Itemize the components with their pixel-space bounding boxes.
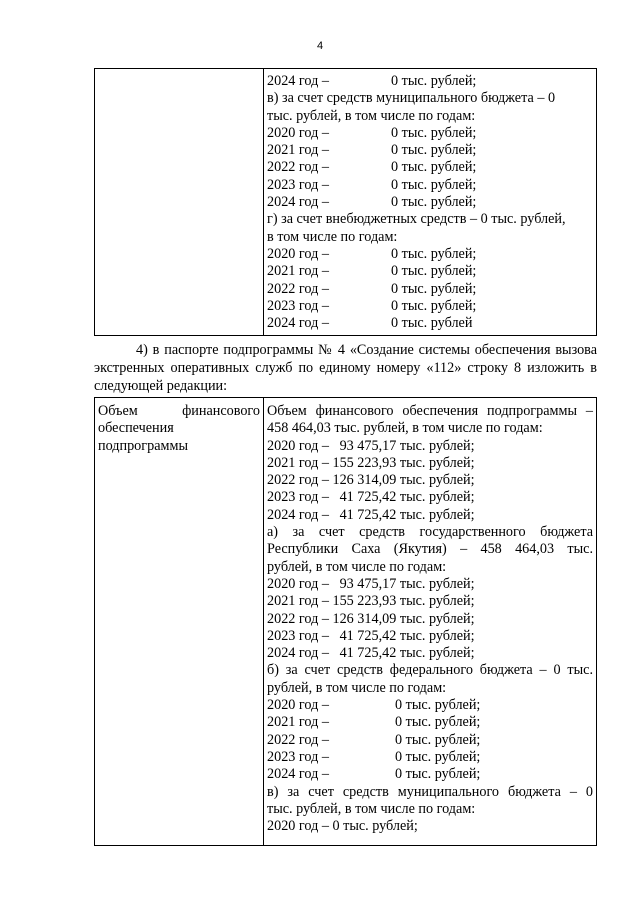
amendment-paragraph: 4) в паспорте подпрограммы № 4 «Создание системы обеспечения вызова экстренных оперативных служб по единому номеру «112» строку 8 изложить в следующей редакции: <box>94 342 597 394</box>
subprogram-passport-table <box>94 397 597 846</box>
text-line: 2021 год – 155 223,93 тыс. рублей; <box>267 593 475 610</box>
amount-value: 0 тыс. рублей; <box>395 766 481 783</box>
year-label: 2020 год – <box>267 245 329 262</box>
text-line <box>267 142 593 159</box>
text-line: 2020 год – 93 475,17 тыс. рублей; <box>267 437 475 454</box>
continuation-table <box>94 68 597 336</box>
text-line <box>267 281 593 298</box>
text-line: Республики Саха (Якутия) – 458 464,03 тыс. <box>267 541 593 558</box>
text-line <box>267 246 593 263</box>
amount-value: 0 тыс. рублей; <box>391 297 477 314</box>
text-line <box>267 263 593 280</box>
table-row <box>95 398 597 846</box>
text-line: 2022 год – 126 314,09 тыс. рублей; <box>267 610 475 627</box>
text-line <box>267 159 593 176</box>
text-line: г) за счет внебюджетных средств – 0 тыс. рублей, <box>267 211 566 228</box>
text-line: 2021 год – 155 223,93 тыс. рублей; <box>267 454 475 471</box>
year-label: 2022 год – <box>267 159 329 176</box>
amount-value: 0 тыс. рублей; <box>391 142 477 159</box>
text-line <box>267 749 593 766</box>
text-line <box>267 125 593 142</box>
text-line <box>267 732 593 749</box>
text-line <box>267 194 593 211</box>
amount-value: 0 тыс. рублей; <box>391 124 477 141</box>
label-line: подпрограммы <box>98 437 188 454</box>
year-label: 2024 год – <box>267 315 329 332</box>
text-line <box>267 714 593 731</box>
amount-value: 0 тыс. рублей; <box>391 176 477 193</box>
value-cell <box>264 398 597 846</box>
text-line: 2020 год – 0 тыс. рублей; <box>267 818 418 835</box>
text-line <box>267 315 593 332</box>
text-line: рублей, в том числе по годам: <box>267 558 447 575</box>
value-cell <box>264 69 597 336</box>
table-row <box>95 69 597 336</box>
text-line: 458 464,03 тыс. рублей, в том числе по годам: <box>267 420 543 437</box>
label-line: Объем финансового <box>98 403 260 419</box>
text-line: тыс. рублей, в том числе по годам: <box>267 107 476 124</box>
year-label: 2020 год – <box>267 124 329 141</box>
year-label: 2022 год – <box>267 731 329 748</box>
text-line: 2023 год – 41 725,42 тыс. рублей; <box>267 489 475 506</box>
text-line: в) за счет средств муниципального бюджета – 0 <box>267 90 556 107</box>
year-label: 2021 год – <box>267 263 329 280</box>
label-cell <box>95 69 264 336</box>
amount-value: 0 тыс. рублей; <box>391 159 477 176</box>
amount-value: 0 тыс. рублей; <box>395 697 481 714</box>
text-line <box>267 697 593 714</box>
text-line: в том числе по годам: <box>267 228 398 245</box>
text-line: 2024 год – 41 725,42 тыс. рублей; <box>267 645 475 662</box>
text-line: 2022 год – 126 314,09 тыс. рублей; <box>267 472 475 489</box>
text-line: 2023 год – 41 725,42 тыс. рублей; <box>267 627 475 644</box>
text-line: 2024 год – 41 725,42 тыс. рублей; <box>267 506 475 523</box>
year-label: 2022 год – <box>267 280 329 297</box>
amount-value: 0 тыс. рублей; <box>395 748 481 765</box>
text-line <box>267 73 593 90</box>
year-label: 2023 год – <box>267 176 329 193</box>
text-line: 2020 год – 93 475,17 тыс. рублей; <box>267 575 475 592</box>
year-label: 2023 год – <box>267 748 329 765</box>
amount-value: 0 тыс. рублей; <box>395 714 481 731</box>
label-cell <box>95 398 264 846</box>
amount-value: 0 тыс. рублей; <box>391 280 477 297</box>
year-label: 2021 год – <box>267 142 329 159</box>
page-number: 4 <box>316 40 324 52</box>
year-label: 2021 год – <box>267 714 329 731</box>
year-label: 2024 год – <box>267 194 329 211</box>
year-label: 2020 год – <box>267 697 329 714</box>
text-line <box>267 177 593 194</box>
amount-value: 0 тыс. рублей; <box>391 194 477 211</box>
text-line: рублей, в том числе по годам: <box>267 679 447 696</box>
text-line <box>267 766 593 783</box>
amount-value: 0 тыс. рублей; <box>391 245 477 262</box>
year-label: 2024 год – <box>267 766 329 783</box>
amount-value: 0 тыс. рублей; <box>395 731 481 748</box>
year-label: 2024 год – <box>267 73 329 89</box>
text-line <box>267 298 593 315</box>
text-line: б) за счет средств федерального бюджета – 0 тыс. <box>267 662 593 679</box>
text-line: Объем финансового обеспечения подпрограммы – <box>267 403 593 419</box>
amount-value: 0 тыс. рублей; <box>391 263 477 280</box>
text-line: в) за счет средств муниципального бюджета – 0 <box>267 783 593 800</box>
amount-value: 0 тыс. рублей <box>391 315 473 332</box>
year-label: 2023 год – <box>267 297 329 314</box>
label-line: обеспечения <box>98 420 174 437</box>
amount-value: 0 тыс. рублей; <box>391 73 477 89</box>
text-line: тыс. рублей, в том числе по годам: <box>267 800 476 817</box>
text-line: а) за счет средств государственного бюджета <box>267 524 593 541</box>
